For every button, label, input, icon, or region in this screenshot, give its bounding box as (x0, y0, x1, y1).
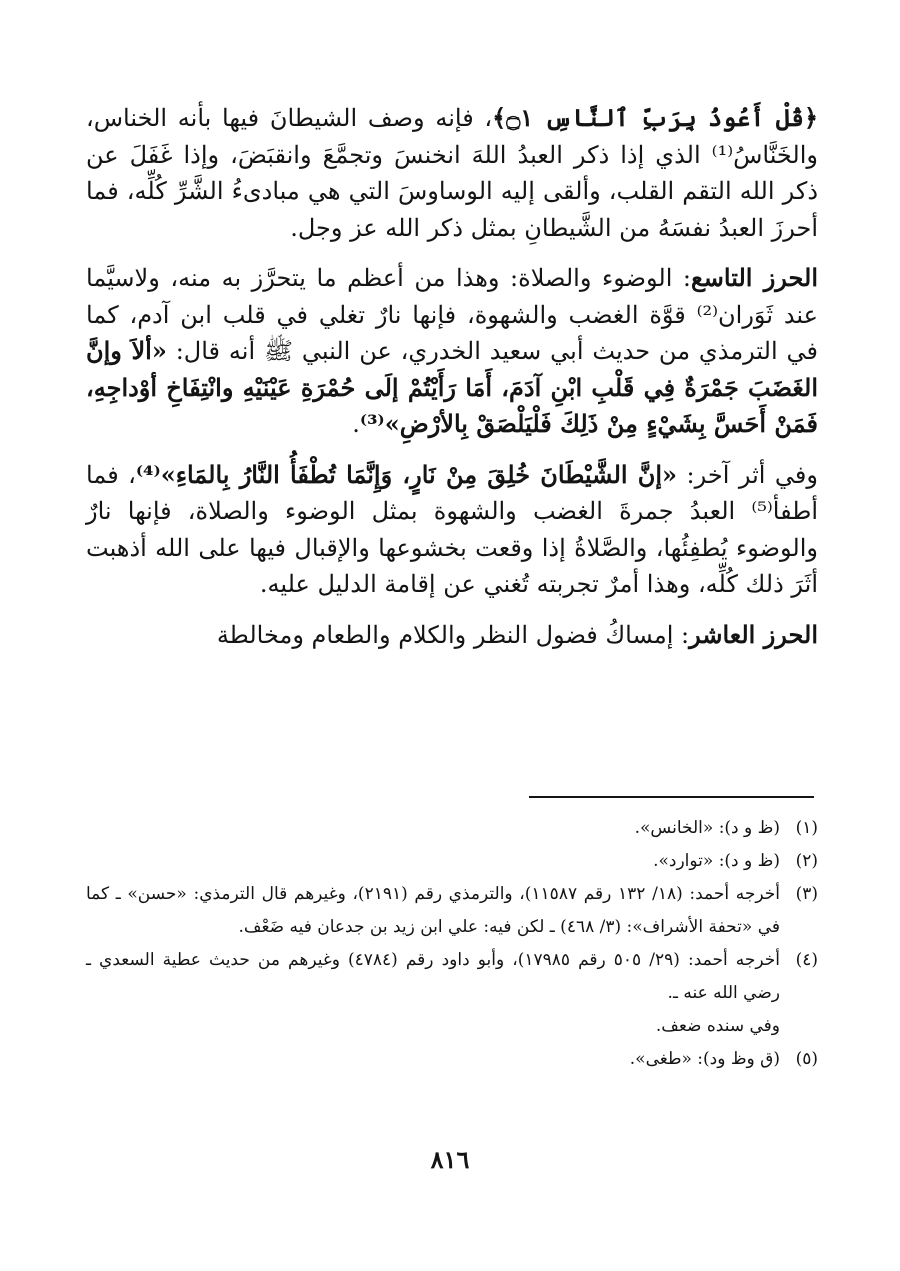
footnote-number: (١) (795, 818, 818, 838)
paragraph-ikhlas (86, 100, 818, 246)
paragraph-text: ، فإنه وصف الشيطانَ فيها بأنه الخناس، والخَنَّاسُ⁽¹⁾ الذي إذا ذكر العبدُ اللهَ انخنسَ وتجمَّعَ وانقبَضَ، وإذا غَفَلَ عن ذكر الله التقم القلب، وألقى إليه الوساوسَ التي هي مبادىءُ الشَّرِّ كُلِّه، فما أحرزَ العبدُ نفسَهُ من الشَّيطانِ بمثل ذكر الله عز وجل. (86, 104, 818, 242)
hadith-quote: «إنَّ الشَّيْطَانَ خُلِقَ مِنْ نَارٍ، وَإِنَّمَا تُطْفَأُ النَّارُ بِالمَاءِ»⁽⁴⁾ (135, 459, 678, 489)
footnote-number: (٤) (795, 950, 818, 970)
footnote-number: (٢) (795, 851, 818, 871)
paragraph-ninth-hirz (86, 260, 818, 443)
section-heading: الحرز العاشر (689, 619, 818, 649)
paragraph-text: : إمساكُ فضول النظر والكلام والطعام ومخالطة (216, 620, 690, 649)
footnote-text: (ق وظ ود): «طغى». (629, 1049, 780, 1069)
paragraph-tail: ، فما أطفأ⁽⁵⁾ العبدُ جمرةَ الغضب والشهوة بمثل الوضوء والصلاة، فإنها نارٌ والوضوء يُطفِئُها، والصَّلاةُ إذا وقعت بخشوعها والإقبال فيها على الله أذهبت أثَرَ ذلك كُلِّه، وهذا أمرٌ تجربته تُغني عن إقامة الدليل عليه. (86, 460, 818, 598)
footnote-divider (529, 796, 814, 798)
main-text (86, 100, 818, 667)
footnote-text: أخرجه أحمد: (٢٩/ ٥٠٥ رقم ١٧٩٨٥)، وأبو داود رقم (٤٧٨٤) وغيرهم من حديث عطية السعدي ـ رضي الله عنه ـ. (86, 950, 780, 1003)
paragraph-text: : الوضوء والصلاة: وهذا من أعظم ما يتحرَّز به منه، ولاسيَّما عند ثَوَران⁽²⁾ قوَّة الغضب والشهوة، فإنها نارٌ تغلي في قلب ابن آدم، كما في الترمذي من حديث أبي سعيد الخدري، عن النبي ﷺ أنه قال: (86, 264, 818, 365)
footnote-number: (٥) (795, 1049, 818, 1069)
footnote-item (86, 812, 818, 845)
quran-verse: ﴿قُلْ أَعُوذُ بِرَبِّ ٱلنَّاسِ ۝١﴾ (492, 103, 819, 132)
footnote-item (86, 878, 818, 944)
footnote-extra: وفي سنده ضعف. (655, 1016, 780, 1036)
footnote-text: (ظ و د): «توارد». (653, 851, 780, 871)
footnote-text: (ظ و د): «الخانس». (634, 818, 780, 838)
footnote-item (86, 845, 818, 878)
footnote-item (86, 1043, 818, 1076)
paragraph-tail: . (352, 410, 360, 438)
hadith-quote: «ألاَ وإنَّ الغَضَبَ جَمْرَةٌ فِي قَلْبِ ابْنِ آدَمَ، أَمَا رَأَيْتُمْ إلَى حُمْرَةِ عَيْنَيْهِ وانْتِفَاخِ أوْداجِهِ، فَمَنْ أَحَسَّ بِشَيْءٍ مِنْ ذَلِكَ فَلْيَلْصَقْ بِالأرْضِ»⁽³⁾ (86, 336, 818, 438)
footnote-body (86, 944, 780, 1043)
footnote-item (86, 944, 818, 1043)
section-heading: الحرز التاسع (691, 263, 818, 292)
footnote-number: (٣) (795, 884, 818, 904)
page-number: ٨١٦ (430, 1145, 470, 1174)
footnote-text: أخرجه أحمد: (١٨/ ١٣٢ رقم ١١٥٨٧)، والترمذي رقم (٢١٩١)، وغيرهم قال الترمذي: «حسن» ـ كما في «تحفة الأشراف»: (٣/ ٤٦٨) ـ لكن فيه: علي ابن زيد بن جدعان فيه ضَعْف. (86, 884, 780, 937)
paragraph-text: وفي أثر آخر: (677, 460, 818, 489)
paragraph-another-athar (86, 457, 818, 603)
footnotes-list (86, 812, 818, 1076)
paragraph-tenth-hirz (86, 617, 818, 654)
